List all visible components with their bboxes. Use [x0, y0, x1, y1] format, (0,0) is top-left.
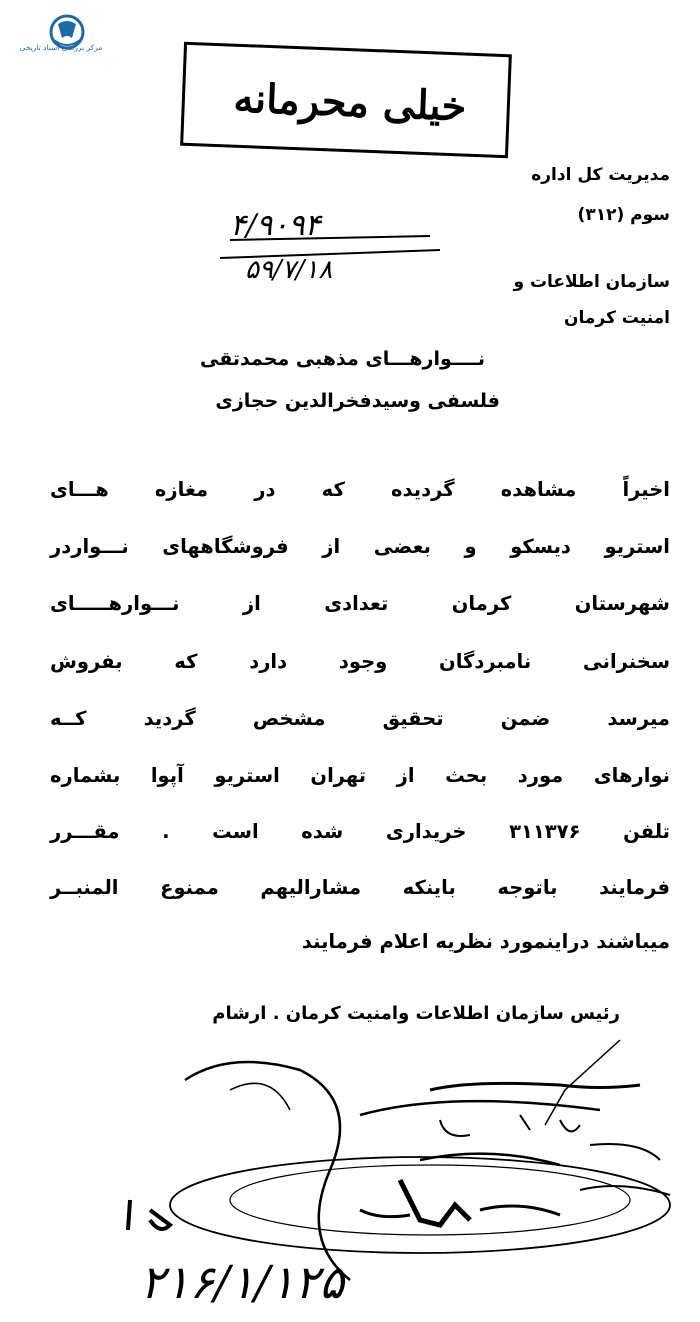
logo-text: مرکز بررسی اسناد تاریخی: [19, 43, 103, 52]
header-line-1: مدیریت کل اداره: [531, 165, 670, 185]
archive-logo-icon: [12, 10, 122, 65]
body-line-2: استریو دیسکو و بعضی از فروشگاههای نـــواردر: [50, 535, 670, 558]
body-line-6: نوارهای مورد بحث از تهران استریو آپوا بشماره: [50, 764, 670, 787]
body-line-8: فرمایند باتوجه باینکه مشارالیهم ممنوع المنبــر: [50, 876, 670, 899]
signature-title: رئیس سازمان اطلاعات وامنیت کرمان . ارشام: [212, 1003, 620, 1024]
header-line-2: سوم (۳۱۲): [577, 205, 670, 225]
body-line-3: شهرستان کرمان تعدادی از نـــوارهـــــای: [50, 592, 670, 615]
bottom-handwritten-code: ۲۱۶/۱/۱۲۵: [140, 1255, 344, 1309]
header-line-3: سازمان اطلاعات و: [513, 272, 670, 292]
body-line-9: میباشند دراینمورد نظریه اعلام فرمایند: [301, 930, 670, 953]
body-line-7: تلفن ۳۱۱۳۷۶ خریداری شده است . مقـــرر: [50, 820, 670, 843]
subject-line-1: نــــوارهـــای مذهبی محمدتقی: [200, 348, 485, 370]
handwritten-date: ۵۹/۷/۱۸: [245, 255, 333, 285]
header-line-4: امنیت کرمان: [563, 308, 670, 328]
handwritten-number: ۴/۹۰۹۴: [230, 208, 321, 243]
signature-scribble-icon: [0, 1030, 700, 1322]
subject-line-2: فلسفی وسیدفخرالدین حجازی: [215, 390, 500, 412]
body-line-5: میرسد ضمن تحقیق مشخص گردید کــه: [50, 707, 670, 730]
classification-stamp-text: خیلی محرمانه: [232, 74, 468, 131]
body-line-1: اخیراً مشاهده گردیده که در مغازه هـــای: [50, 478, 670, 501]
body-line-4: سخنرانی نامبردگان وجود دارد که بفروش: [50, 650, 670, 673]
